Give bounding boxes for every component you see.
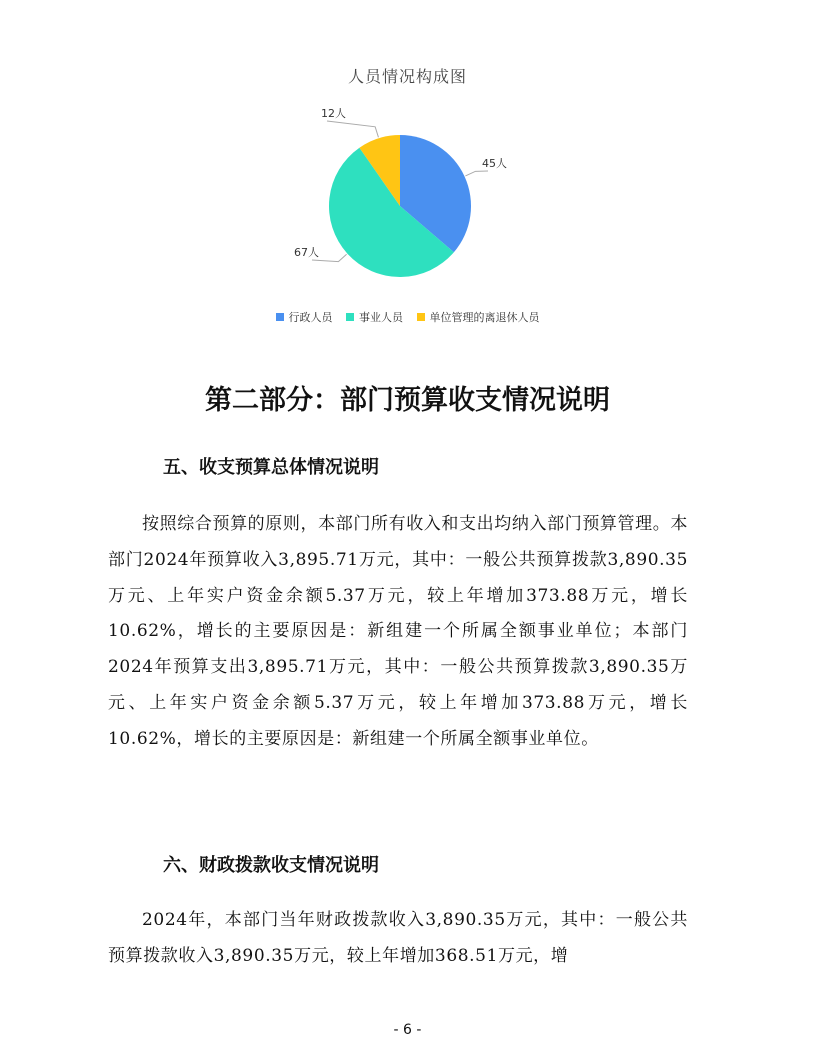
chart-title: 人员情况构成图 xyxy=(347,67,467,86)
data-label-admin: 45人 xyxy=(482,157,507,170)
page-number: - 6 - xyxy=(393,1022,422,1038)
legend-item-institution xyxy=(346,309,403,325)
legend-label-admin: 行政人员 xyxy=(288,311,333,324)
section-6-heading: 六、财政拨款收支情况说明 xyxy=(163,855,379,876)
section-5-paragraph: 按照综合预算的原则，本部门所有收入和支出均纳入部门预算管理。本部门2024年预算收入3,895.71万元，其中：一般公共预算拨款3,890.35万元、上年实户资金余额5.37万元，较上年增加373.88万元，增长10.62%，增长的主要原因是：新组建一个所属全额事业单位；本部门2024年预算支出3,895.71万元，其中：一般公共预算拨款3,890.35万元、上年实户资金余额5.37万元，较上年增加373.88万元，增长10.62%，增长的主要原因是：新组建一个所属全额事业单位。 xyxy=(108,514,688,749)
pie-chart xyxy=(0,0,815,340)
legend-swatch-institution xyxy=(346,313,354,321)
data-label-institution: 67人 xyxy=(294,246,319,259)
legend-item-admin xyxy=(276,309,333,325)
chart-legend xyxy=(0,309,815,325)
section-5-heading: 五、收支预算总体情况说明 xyxy=(163,457,379,478)
legend-label-retired: 单位管理的离退休人员 xyxy=(429,311,540,324)
part-title: 第二部分：部门预算收支情况说明 xyxy=(205,385,610,416)
legend-item-retired xyxy=(417,309,540,325)
legend-swatch-retired xyxy=(417,313,425,321)
legend-label-institution: 事业人员 xyxy=(359,311,403,324)
data-label-retired: 12人 xyxy=(321,107,346,120)
section-6-paragraph: 2024年，本部门当年财政拨款收入3,890.35万元，其中：一般公共预算拨款收入3,890.35万元，较上年增加368.51万元，增 xyxy=(108,910,688,966)
legend-swatch-admin xyxy=(276,313,284,321)
leader-line-retired xyxy=(327,121,378,137)
leader-line-admin xyxy=(465,171,488,176)
